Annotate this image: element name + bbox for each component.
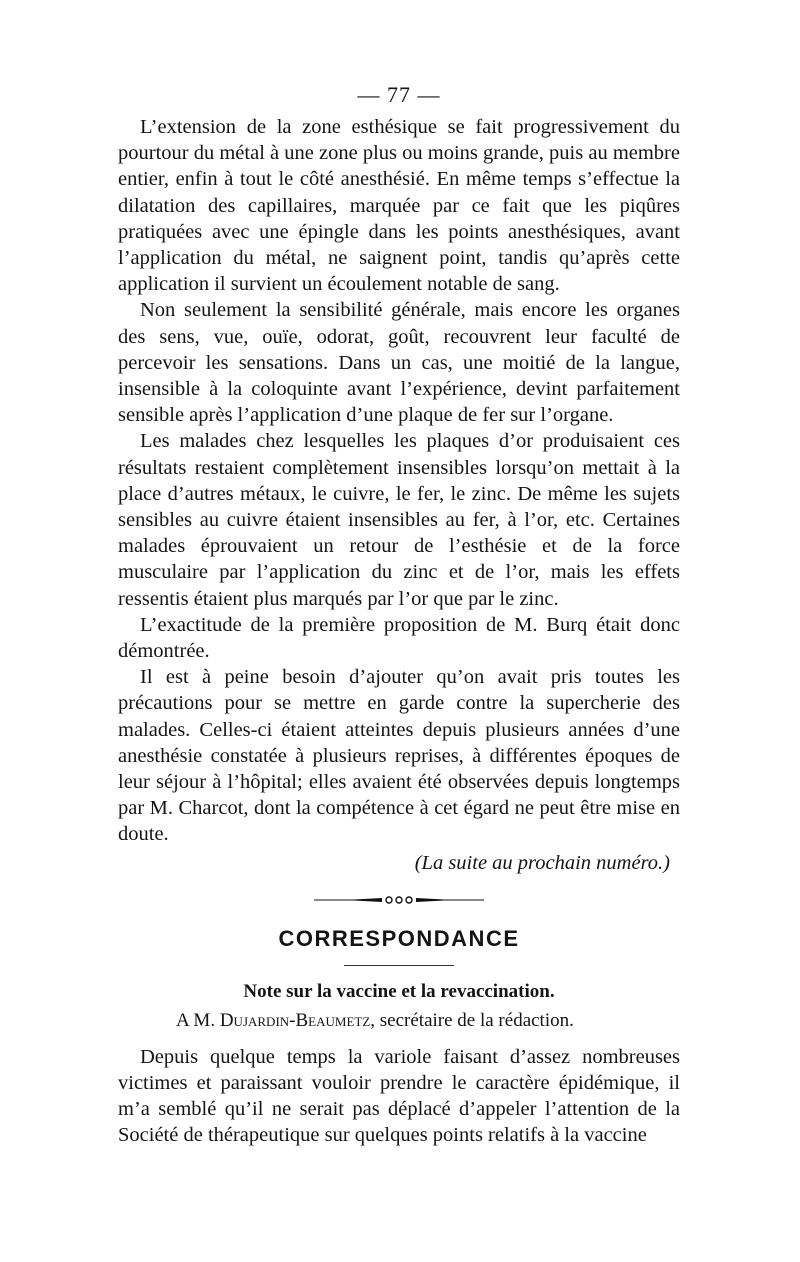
title-rule [344, 965, 454, 966]
page-number: — 77 — [357, 82, 441, 107]
continuation-note: (La suite au prochain numéro.) [414, 851, 670, 874]
addressee-prefix: A M. [176, 1009, 216, 1031]
addressee-line [118, 1008, 680, 1034]
paragraph-variole: Depuis quelque temps la variole faisant d’assez nombreuses victimes et paraissant vouloir prendre le caractère épidémique, il m’a semblé qu’il ne serait pas déplacé d’appeler l’attention de la Société de thérapeutique sur quelques points relatifs à la vaccine [118, 1045, 680, 1147]
paragraph-plaques-or: Les malades chez lesquelles les plaques d’or produisaient ces résultats restaient complètement insensibles lorsqu’on mettait à la place d’autres métaux, le cuivre, le fer, le zinc. De même les sujets sensibles au cuivre étaient insensibles au fer, à l’or, etc. Certaines malades éprouvaient un retour de l’esthésie et de la force musculaire par l’application du zinc et de l’or, mais les effets ressentis étaient plus marqués par l’or que par le zinc. [118, 430, 680, 610]
paragraph-exactitude: L’exactitude de la première proposition de M. Burq était donc démontrée. [118, 613, 680, 663]
paragraph-sensibilite: Non seulement la sensibilité générale, mais encore les organes des sens, vue, ouïe, odorat, goût, recouvrent leur faculté de percevoir les sensations. Dans un cas, une moitié de la langue, insensible à la coloquinte avant l’expérience, devint parfaitement sensible après l’application d’une plaque de fer sur l’organe. [118, 299, 680, 427]
section-title: CORRESPONDANCE [278, 925, 520, 951]
addressee-name: Dujardin-Beaumetz, [219, 1009, 376, 1031]
book-page [118, 82, 680, 1149]
ornament-divider [314, 895, 484, 905]
paragraph-zone-esthesique: L’extension de la zone esthésique se fait progressivement du pourtour du métal à une zone plus ou moins grande, puis au membre entier, enfin à tout le côté anesthésié. En même temps s’effectue la dilatation des capillaires, marquée par ce fait que les piqûres pratiquées avec une épingle dans les points anesthésiques, avant l’application du métal, ne saignent point, tandis qu’après cette application il survient un écoulement notable de sang. [118, 116, 680, 296]
note-title: Note sur la vaccine et la revaccination. [243, 980, 555, 1002]
addressee-role: secrétaire de la rédaction. [379, 1009, 574, 1031]
paragraph-precautions: Il est à peine besoin d’ajouter qu’on avait pris toutes les précautions pour se mettre en garde contre la supercherie des malades. Celles-ci étaient atteintes depuis plusieurs années d’une anesthésie constatée à plusieurs reprises, à différentes époques de leur séjour à l’hôpital; elles avaient été observées depuis longtemps par M. Charcot, dont la compétence à cet égard ne peut être mise en doute. [118, 666, 680, 846]
